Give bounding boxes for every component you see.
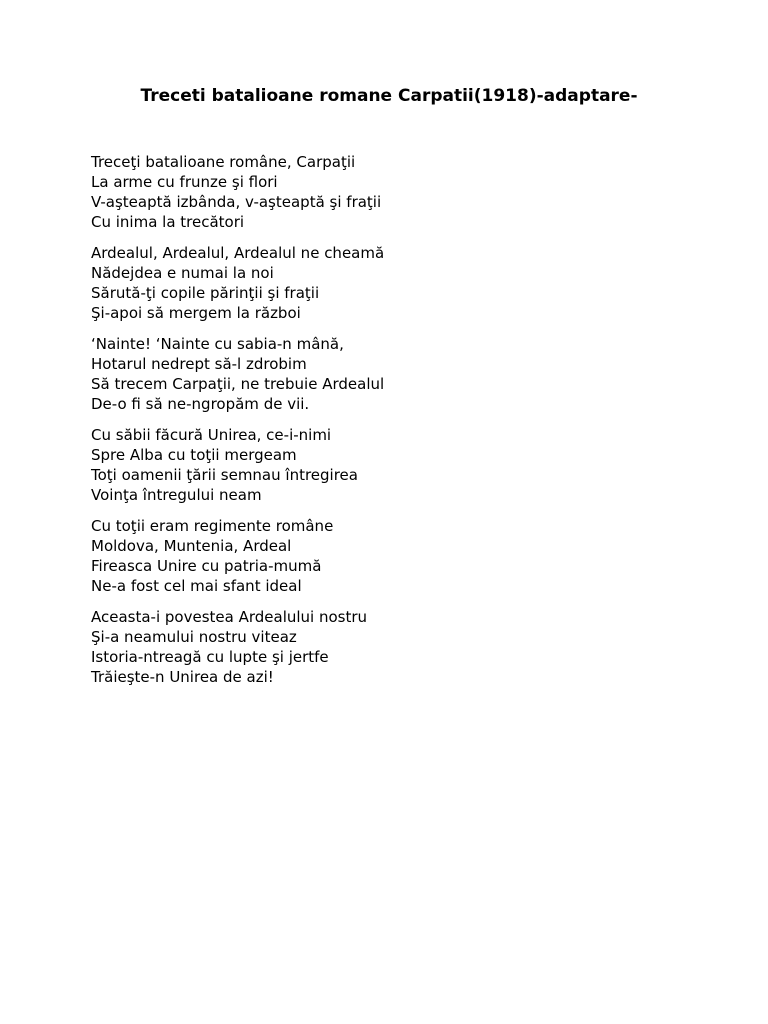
poem-line: Istoria-ntreagă cu lupte şi jertfe bbox=[91, 648, 329, 666]
poem-line: De-o fi să ne-ngropăm de vii. bbox=[91, 395, 310, 413]
poem-line: Cu toţii eram regimente române bbox=[91, 517, 334, 535]
poem-line: Spre Alba cu toţii mergeam bbox=[91, 446, 297, 464]
poem-line: La arme cu frunze şi flori bbox=[91, 173, 278, 191]
poem-line: Să trecem Carpaţii, ne trebuie Ardealul bbox=[91, 375, 385, 393]
poem-line: Trăieşte-n Unirea de azi! bbox=[91, 668, 274, 686]
poem-line: Şi-a neamului nostru viteaz bbox=[91, 628, 297, 646]
stanza-1 bbox=[91, 152, 731, 232]
poem-line: Nădejdea e numai la noi bbox=[91, 264, 274, 282]
stanza-2 bbox=[91, 243, 731, 323]
poem-body bbox=[91, 152, 731, 698]
poem-line: Voinţa întregului neam bbox=[91, 486, 262, 504]
stanza-4 bbox=[91, 425, 731, 505]
poem-line: ‘Nainte! ‘Nainte cu sabia-n mână, bbox=[91, 335, 344, 353]
stanza-5 bbox=[91, 516, 731, 596]
stanza-3 bbox=[91, 334, 731, 414]
poem-line: Cu săbii făcură Unirea, ce-i-nimi bbox=[91, 426, 332, 444]
document-title: Treceti batalioane romane Carpatii(1918)-adaptare- bbox=[140, 86, 638, 106]
poem-line: Ardealul, Ardealul, Ardealul ne cheamă bbox=[91, 244, 385, 262]
poem-line: Ne-a fost cel mai sfant ideal bbox=[91, 577, 302, 595]
poem-line: Moldova, Muntenia, Ardeal bbox=[91, 537, 292, 555]
poem-line: Sărută-ţi copile părinţii şi fraţii bbox=[91, 284, 320, 302]
poem-line: Fireasca Unire cu patria-mumă bbox=[91, 557, 322, 575]
poem-line: Toţi oamenii ţării semnau întregirea bbox=[91, 466, 358, 484]
stanza-6 bbox=[91, 607, 731, 687]
poem-line: Treceţi batalioane române, Carpaţii bbox=[91, 153, 356, 171]
poem-line: Aceasta-i povestea Ardealului nostru bbox=[91, 608, 368, 626]
poem-line: Hotarul nedrept să-l zdrobim bbox=[91, 355, 307, 373]
poem-line: Şi-apoi să mergem la război bbox=[91, 304, 301, 322]
poem-line: Cu inima la trecători bbox=[91, 213, 245, 231]
poem-line: V-aşteaptă izbânda, v-aşteaptă şi fraţii bbox=[91, 193, 382, 211]
